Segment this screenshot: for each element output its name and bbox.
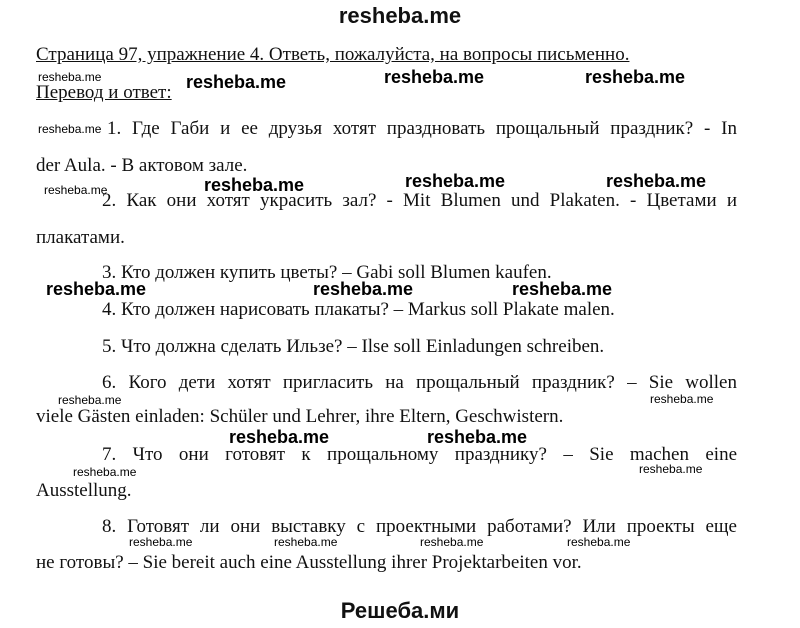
watermark-small: resheba.me [420,535,484,549]
watermark: resheba.me [186,72,287,92]
translation-heading: Перевод и ответ: [36,82,172,103]
watermark-small: resheba.me [567,535,631,549]
watermark-small: resheba.me [58,393,122,407]
answer-2-line-2: плакатами. [36,227,125,248]
watermark-small: resheba.me [274,535,338,549]
site-title: resheba.me [338,3,462,28]
watermark: resheba.me [606,171,707,191]
answer-3: 3. Кто должен купить цветы? – Gabi soll Blumen kaufen. [102,262,552,283]
watermark-small: resheba.me [38,70,102,84]
watermark-small: resheba.me [639,462,703,476]
watermark-small: resheba.me [129,535,193,549]
answer-8-line-2: не готовы? – Sie bereit auch eine Ausstellung ihrer Projektarbeiten vor. [36,552,582,573]
answer-7-line-2: Ausstellung. [36,480,132,501]
answer-1-line-1: 1. Где Габи и ее друзья хотят праздновать прощальный праздник? - In [107,118,737,139]
watermark: resheba.me [512,279,613,299]
answer-6-line-1: 6. Кого дети хотят пригласить на прощальный праздник? – Sie wollen [102,372,737,393]
answer-6-line-2: viele Gästen einladen: Schüler und Lehrer, ihre Eltern, Geschwistern. [36,406,564,427]
watermark-small: resheba.me [38,122,102,136]
answer-7-line-1: 7. Что они готовят к прощальному празднику? – Sie machen eine [102,444,737,465]
footer-brand: Решеба.ми [340,598,460,623]
watermark-small: resheba.me [650,392,714,406]
watermark: resheba.me [384,67,485,87]
watermark: resheba.me [46,279,147,299]
watermark: resheba.me [585,67,686,87]
answer-2-line-1: 2. Как они хотят украсить зал? - Mit Blumen und Plakaten. - Цветами и [102,190,737,211]
answer-8-line-1: 8. Готовят ли они выставку с проектными работами? Или проекты еще [102,516,737,537]
watermark: resheba.me [229,427,330,447]
watermark-small: resheba.me [73,465,137,479]
exercise-heading: Страница 97, упражнение 4. Ответь, пожалуйста, на вопросы письменно. [36,44,630,65]
answer-1-line-2: der Aula. - В актовом зале. [36,155,248,176]
answer-5: 5. Что должна сделать Ильзе? – Ilse soll Einladungen schreiben. [102,336,605,357]
watermark-small: resheba.me [44,183,108,197]
watermark: resheba.me [204,175,305,195]
watermark: resheba.me [427,427,528,447]
watermark: resheba.me [313,279,414,299]
answer-4: 4. Кто должен нарисовать плакаты? – Markus soll Plakate malen. [102,299,615,320]
watermark: resheba.me [405,171,506,191]
